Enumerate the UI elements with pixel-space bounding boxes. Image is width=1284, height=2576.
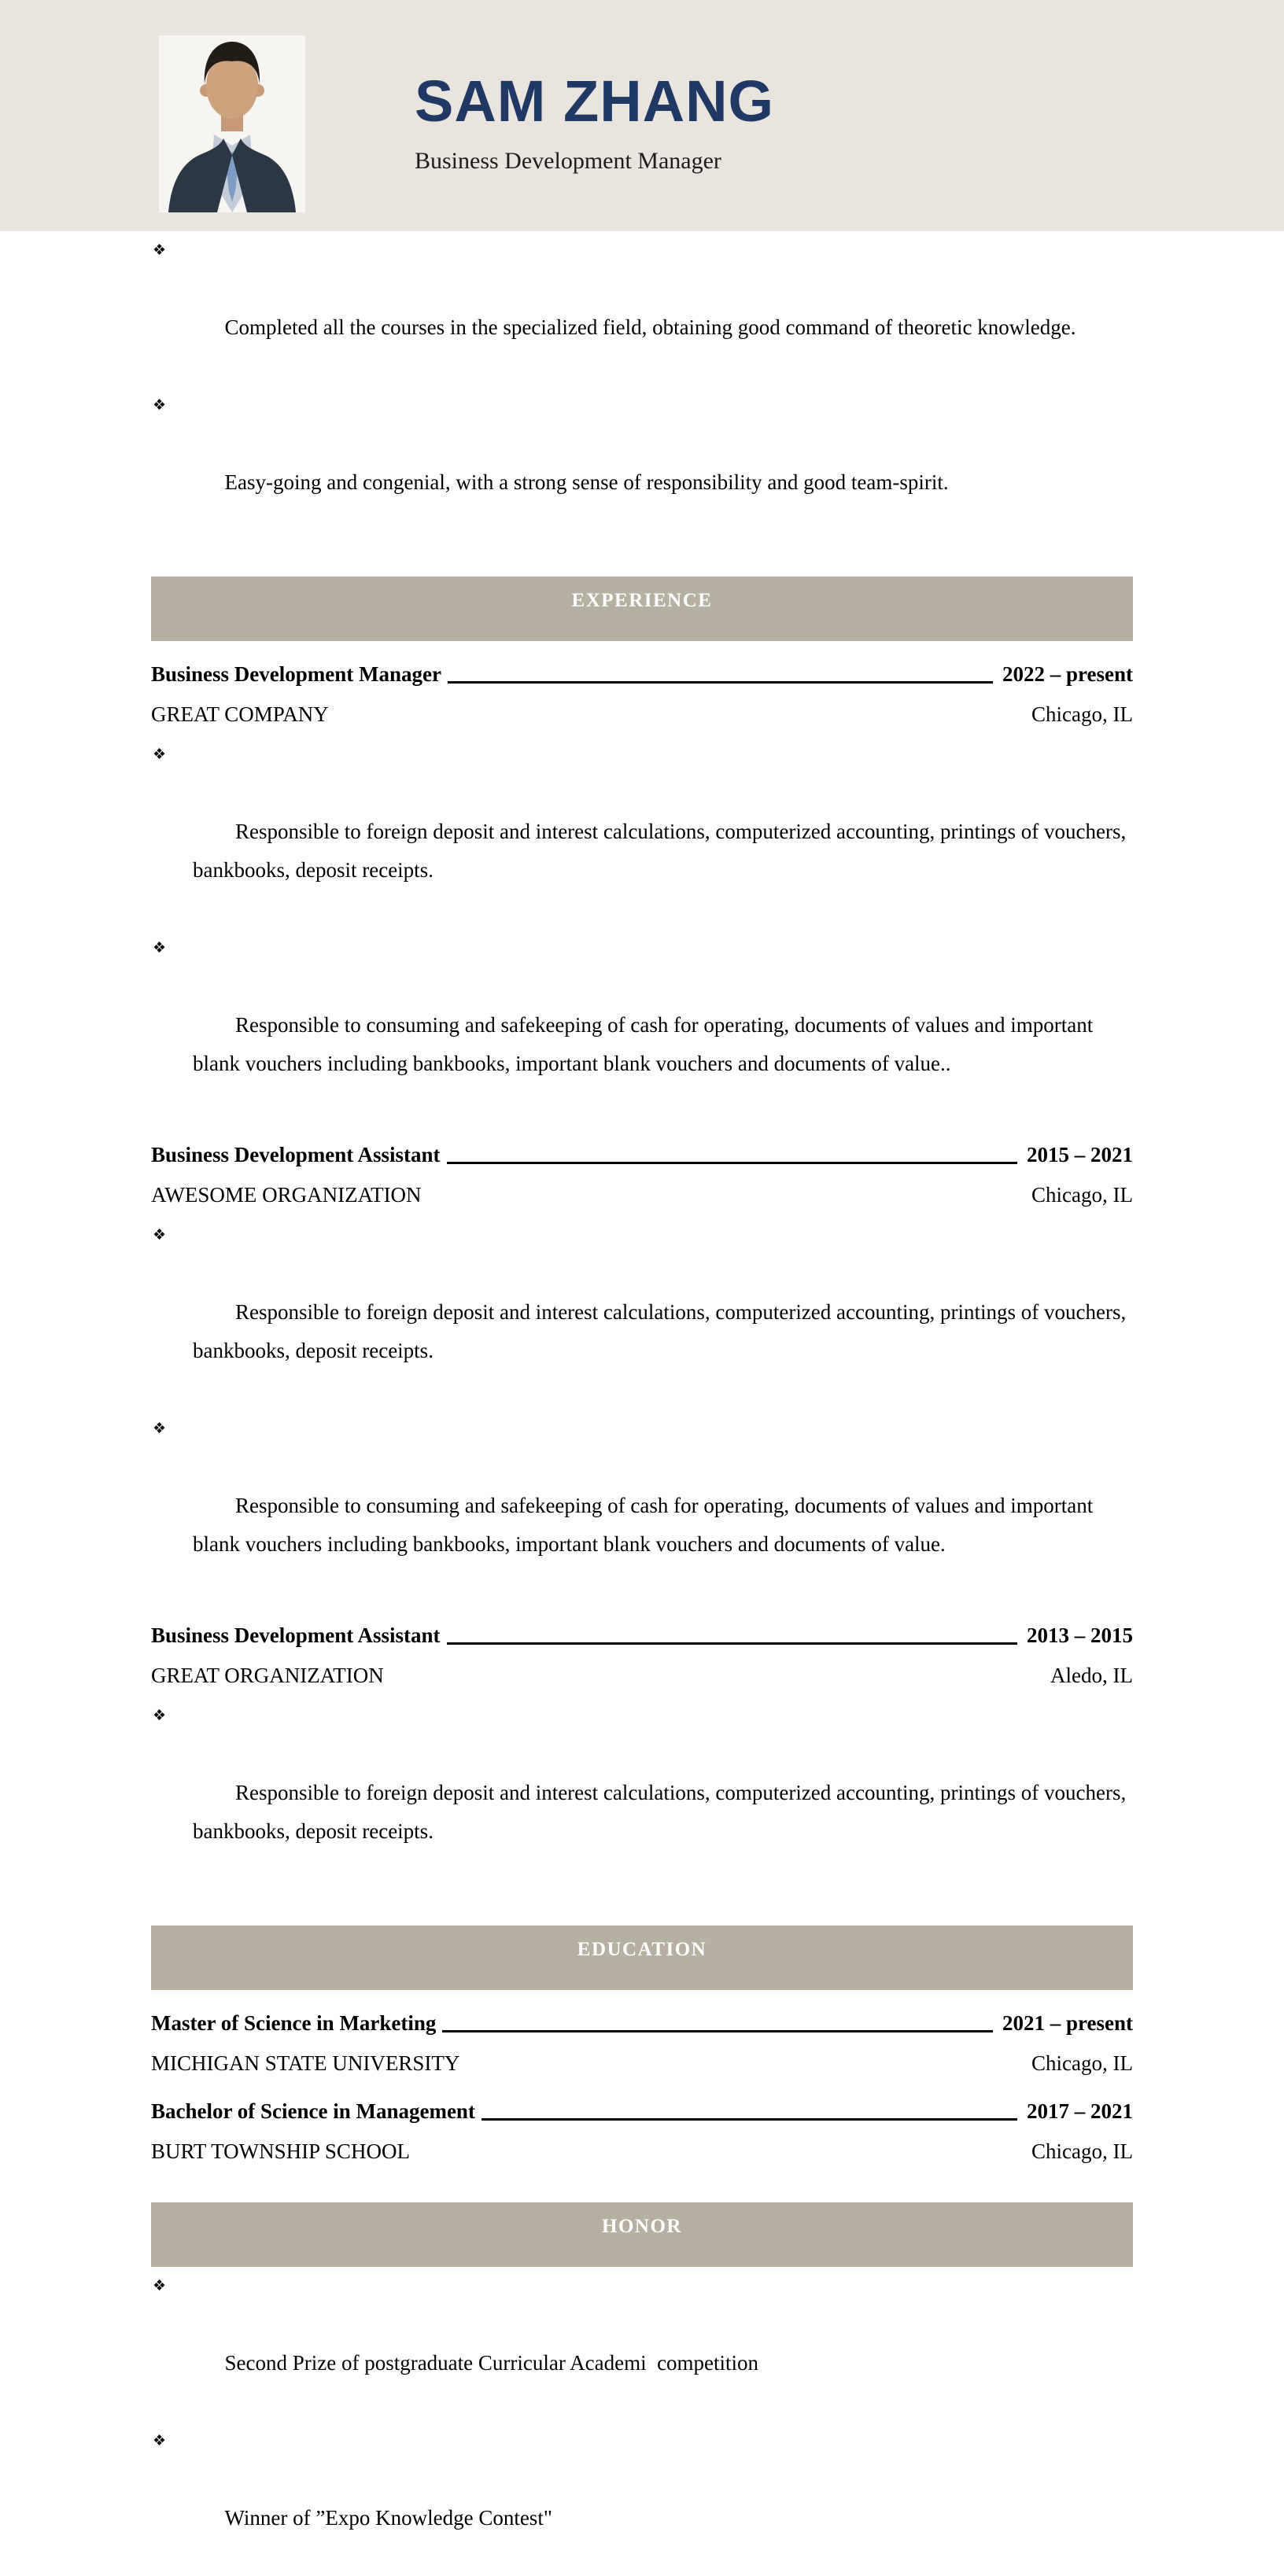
- experience-entry: [151, 1141, 1133, 1602]
- underline-rule: [442, 2030, 993, 2032]
- identity-block: [415, 68, 775, 175]
- candidate-title: Business Development Manager: [415, 148, 721, 174]
- job-dates: 2013 – 2015: [1027, 1623, 1133, 1647]
- education-entry: [151, 2097, 1133, 2166]
- diamond-bullet-icon: ❖: [153, 397, 167, 414]
- entry-bullet-list: [151, 735, 1133, 1122]
- diamond-bullet-icon: ❖: [153, 1227, 167, 1244]
- summary-text: Completed all the courses in the specialized field, obtaining good command of theoretic knowledge.: [224, 315, 1076, 339]
- org-location: Chicago, IL: [1031, 1183, 1133, 1207]
- entry-bullet-list: [151, 1697, 1133, 1889]
- job-title: Business Development Manager: [151, 662, 441, 686]
- org-name: GREAT COMPANY: [151, 702, 329, 726]
- entry-org-row: [151, 700, 1133, 729]
- school-location: Chicago, IL: [1031, 2051, 1133, 2075]
- entry-bullet-list: [151, 1216, 1133, 1602]
- entry-bullet-text: Responsible to consuming and safekeeping of cash for operating, documents of values and important blank vouchers including bankbooks, important blank vouchers and documents of value.: [193, 1494, 1098, 1556]
- entry-org-row: [151, 2137, 1133, 2166]
- entry-org-row: [151, 1661, 1133, 1690]
- underline-rule: [482, 2118, 1017, 2121]
- section-title: HONOR: [602, 2216, 682, 2237]
- summary-list: [151, 231, 1133, 540]
- org-name: AWESOME ORGANIZATION: [151, 1183, 422, 1207]
- org-location: Chicago, IL: [1031, 702, 1133, 726]
- job-title: Business Development Assistant: [151, 1623, 441, 1647]
- summary-item: [151, 231, 1133, 385]
- underline-rule: [447, 1642, 1017, 1645]
- diamond-bullet-icon: ❖: [153, 746, 167, 763]
- experience-entry: [151, 1621, 1133, 1889]
- portrait-photo: [159, 35, 305, 212]
- candidate-name: SAM ZHANG: [415, 68, 775, 134]
- honor-list: [151, 2267, 1133, 2576]
- entry-bullet: [151, 929, 1133, 1122]
- school-location: Chicago, IL: [1031, 2139, 1133, 2163]
- entry-heading-row: [151, 660, 1133, 689]
- resume-body: [151, 231, 1133, 2576]
- entry-bullet: [151, 1216, 1133, 1409]
- diamond-bullet-icon: ❖: [153, 242, 167, 259]
- underline-rule: [448, 681, 993, 684]
- section-bar-honor: [151, 2202, 1133, 2267]
- entry-heading-row: [151, 2097, 1133, 2126]
- person-portrait-icon: [159, 35, 305, 212]
- job-dates: 2015 – 2021: [1027, 1143, 1133, 1166]
- diamond-bullet-icon: ❖: [153, 2433, 167, 2449]
- school-name: BURT TOWNSHIP SCHOOL: [151, 2139, 410, 2163]
- underline-rule: [447, 1162, 1017, 1164]
- entry-bullet-text: Responsible to foreign deposit and interest calculations, computerized accounting, printings of vouchers, bankbooks, deposit receipts.: [193, 1300, 1131, 1362]
- section-bar-experience: [151, 577, 1133, 641]
- section-title: EDUCATION: [577, 1939, 707, 1960]
- honor-item: [151, 2422, 1133, 2576]
- summary-text: Easy-going and congenial, with a strong sense of responsibility and good team-spirit.: [224, 470, 949, 494]
- diamond-bullet-icon: ❖: [153, 1708, 167, 1724]
- degree-title: Master of Science in Marketing: [151, 2011, 437, 2035]
- degree-dates: 2017 – 2021: [1027, 2099, 1133, 2123]
- section-title: EXPERIENCE: [571, 590, 713, 611]
- diamond-bullet-icon: ❖: [153, 2278, 167, 2294]
- org-name: GREAT ORGANIZATION: [151, 1664, 384, 1687]
- experience-entry: [151, 660, 1133, 1122]
- diamond-bullet-icon: ❖: [153, 1421, 167, 1437]
- page-header: [0, 0, 1284, 231]
- honor-text: Winner of ”Expo Knowledge Contest": [224, 2506, 552, 2530]
- degree-dates: 2021 – present: [1002, 2011, 1133, 2035]
- entry-bullet-text: Responsible to foreign deposit and interest calculations, computerized accounting, printings of vouchers, bankbooks, deposit receipts.: [193, 820, 1131, 882]
- honor-item: [151, 2267, 1133, 2421]
- entry-bullet-text: Responsible to consuming and safekeeping of cash for operating, documents of values and important blank vouchers including bankbooks, important blank vouchers and documents of value..: [193, 1013, 1098, 1075]
- entry-bullet: [151, 735, 1133, 928]
- section-bar-education: [151, 1926, 1133, 1990]
- summary-item: [151, 386, 1133, 540]
- job-title: Business Development Assistant: [151, 1143, 441, 1166]
- education-entry: [151, 2009, 1133, 2078]
- entry-bullet: [151, 1410, 1133, 1602]
- org-location: Aledo, IL: [1050, 1664, 1133, 1687]
- entry-org-row: [151, 2049, 1133, 2078]
- entry-heading-row: [151, 1621, 1133, 1650]
- job-dates: 2022 – present: [1002, 662, 1133, 686]
- entry-heading-row: [151, 2009, 1133, 2038]
- entry-heading-row: [151, 1141, 1133, 1170]
- entry-org-row: [151, 1181, 1133, 1210]
- honor-text: Second Prize of postgraduate Curricular Academi competition: [224, 2351, 759, 2375]
- entry-bullet: [151, 1697, 1133, 1889]
- school-name: MICHIGAN STATE UNIVERSITY: [151, 2051, 460, 2075]
- degree-title: Bachelor of Science in Management: [151, 2099, 475, 2123]
- entry-bullet-text: Responsible to foreign deposit and interest calculations, computerized accounting, printings of vouchers, bankbooks, deposit receipts.: [193, 1781, 1131, 1843]
- diamond-bullet-icon: ❖: [153, 940, 167, 956]
